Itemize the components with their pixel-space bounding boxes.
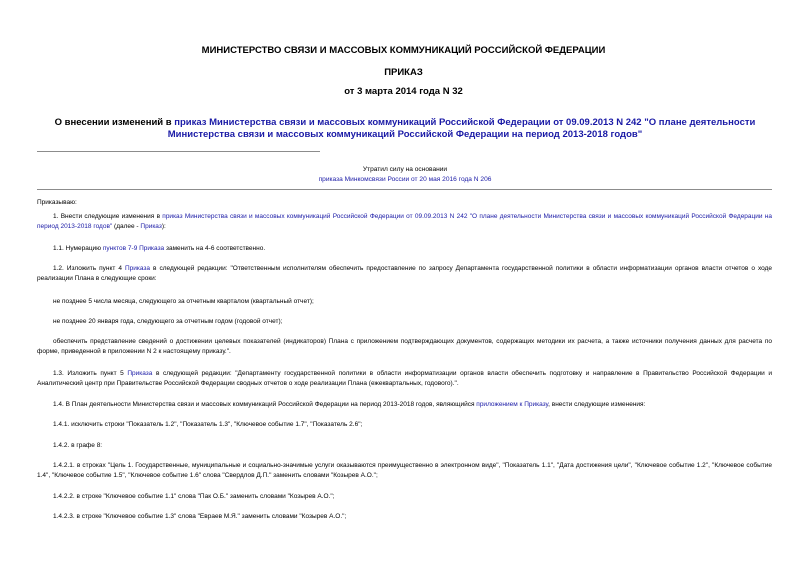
title-prefix: О внесении изменений в [54, 117, 175, 128]
p1-order-link[interactable]: приказ Министерства связи и массовых коммуникаций Российской Федерации от 09.09.2013 N 242 "О плане деятельности Министерства связи и массовых коммуникаций Российской Федерации на период 2013-2018 годов" [37, 213, 772, 230]
paragraph-1-3 [37, 369, 772, 388]
basis-order-link[interactable]: приказа Минкомсвязи России от 20 мая 2016 года N 206 [318, 176, 492, 183]
lost-force-basis [290, 175, 520, 184]
document-date-number: от 3 марта 2014 года N 32 [344, 86, 463, 97]
paragraph-1-4-2: 1.4.2. в графе 8: [53, 442, 103, 449]
p11-text-b: заменить на 4-6 соответственно. [164, 245, 266, 252]
p1-text-b: (далее - [112, 222, 141, 230]
p13-link[interactable]: Приказа [127, 370, 153, 377]
p14-text-a: 1.4. В План деятельности Министерства связи и массовых коммуникаций Российской Федерации на период 2013-2018 годов, являющийся [53, 401, 477, 408]
p12-text-a: 1.2. Изложить пункт 4 [53, 265, 125, 272]
quote-item-3: обеспечить представление сведений о достижении целевых показателей (индикаторов) Плана с приложением подтверждающих документов, содержащих методики их расчета, а также источники получения данных для расчета по форме, приведенной в приложении N 2 к настоящему приказу.". [37, 338, 772, 355]
p1-short-link[interactable]: Приказ [140, 222, 162, 230]
paragraph-1-2 [37, 264, 772, 283]
p12-text-b: в следующей редакции: "Ответственным исполнителям обеспечить предоставление по запросу Департамента государственной политики в области информатизации органов власти отчетов о ходе реализации Плана в следующие сроки: [37, 265, 773, 282]
p14-text-b: , внести следующие изменения: [548, 401, 646, 408]
p1-text-c: ): [161, 222, 166, 230]
paragraph-1 [37, 212, 772, 231]
document-type-heading: ПРИКАЗ [384, 67, 423, 78]
paragraph-1-4-1: 1.4.1. исключить строки "Показатель 1.2", "Показатель 1.3", "Ключевое событие 1.7", "Показатель 2.6"; [53, 421, 363, 428]
intro-text: Приказываю: [37, 199, 77, 206]
paragraph-1-4-2-1: 1.4.2.1. в строках "Цель 1. Государственные, муниципальные и социально-значимые услуги оказываются преимущественно в электронном виде", "Показатель 1.1", "Дата достижения цели", "Ключевое событие 1.2", "Ключевое событие 1.4", "Ключевое событие 1.5", "Ключевое событие 1.6" слова "Свердлов Д.П." заменить словами "Козырев А.О."; [37, 462, 772, 479]
long-divider [37, 189, 772, 190]
p1-text-a: 1. Внести следующие изменения в [53, 213, 163, 220]
short-divider [37, 151, 320, 152]
paragraph-1-4-2-3: 1.4.2.3. в строке "Ключевое событие 1.3" слова "Евраев М.Я." заменить словами "Козырев А.О."; [53, 513, 347, 520]
lost-force-note: Утратил силу на основании [362, 166, 448, 173]
title-order-link[interactable]: приказ Министерства связи и массовых коммуникаций Российской Федерации от 09.09.2013 N 242 "О плане деятельности Министерства связи и массовых коммуникаций Российской Федерации на период 2013-2018 годов" [167, 117, 756, 140]
p13-text-a: 1.3. Изложить пункт 5 [53, 370, 128, 377]
document-title [35, 117, 775, 141]
p13-text-b: в следующей редакции: "Департаменту государственной политики в области информатизации органов власти обеспечить подготовку и направление в Правительство Российской Федерации и Аналитический центр при Правительстве Российской Федерации сводных отчетов о ходе реализации Плана (ежеквартальных, годового).". [37, 370, 772, 387]
p11-text-a: 1.1. Нумерацию [53, 245, 103, 252]
paragraph-1-4-2-2: 1.4.2.2. в строке "Ключевое событие 1.1" слова "Пак О.Б." заменить словами "Козырев А.О."; [53, 493, 335, 500]
paragraph-1-4 [53, 400, 645, 410]
quote-item-2: не позднее 20 января года, следующего за отчетным годом (годовой отчет); [53, 318, 283, 325]
p14-link[interactable]: приложением к Приказу [476, 401, 549, 408]
p12-link[interactable]: Приказа [124, 265, 151, 272]
paragraph-1-1 [53, 244, 265, 254]
p11-link[interactable]: пунктов 7-9 Приказа [102, 245, 165, 252]
quote-item-1: не позднее 5 числа месяца, следующего за отчетным кварталом (квартальный отчет); [53, 298, 314, 305]
ministry-heading: МИНИСТЕРСТВО СВЯЗИ И МАССОВЫХ КОММУНИКАЦИЙ РОССИЙСКОЙ ФЕДЕРАЦИИ [201, 45, 606, 56]
